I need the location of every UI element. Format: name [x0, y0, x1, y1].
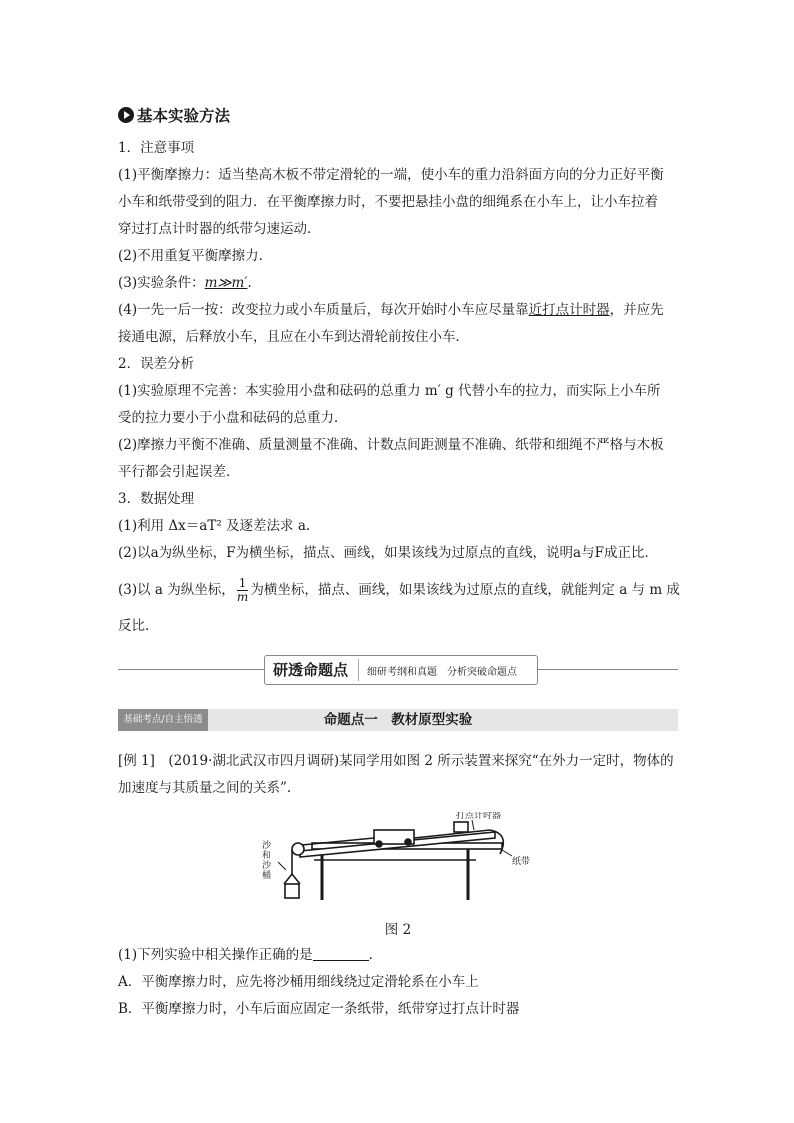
- banner-subtitle: 细研考纲和真题 分析突破命题点: [367, 666, 518, 678]
- s1-p4-text-b: ，并应先: [609, 302, 664, 318]
- play-triangle-icon: [118, 107, 134, 123]
- topic-tag: 基础考点/自主悟透: [118, 709, 208, 731]
- s3-p3-pre: (3)以 a 为纵坐标，: [118, 582, 235, 598]
- s1-p3-post: .: [247, 275, 252, 291]
- s1-p4-text-a: (4)一先一后一按：改变拉力或小车质量后，每次开始时小车应尽量靠: [118, 302, 529, 318]
- bucket-handle: [284, 874, 300, 884]
- figure-caption: 图 2: [384, 922, 412, 938]
- s1-p3: [118, 273, 678, 293]
- s3-p3-post: 为横坐标，描点、画线，如果该线为过原点的直线，就能判定 a 与 m 成: [250, 582, 680, 598]
- fraction-denominator: m: [236, 590, 249, 604]
- q1-stem-text: (1)下列实验中相关操作正确的是: [118, 947, 313, 963]
- s1-p4-underlined: 近打点计时器: [528, 302, 610, 318]
- banner-rule-right: [536, 669, 678, 670]
- s1-p1-line2: 小车和纸带受到的阻力．在平衡摩擦力时，不要把悬挂小盘的细绳系在小车上，让小车拉着: [118, 194, 658, 210]
- s3-p3-line2: 反比.: [118, 618, 150, 634]
- q1-stem-post: ．: [368, 947, 383, 963]
- s2-heading: 2．误差分析: [118, 356, 195, 372]
- s3-p2: (2)以a为纵坐标，F为横坐标，描点、画线，如果该线为过原点的直线，说明a与F成正比．: [118, 545, 658, 561]
- s2-p1-line1: (1)实验原理不完善：本实验用小盘和砝码的总重力 m′ g 代替小车的拉力，而实际上小车所: [118, 383, 661, 399]
- banner-box: [264, 655, 538, 685]
- label-bucket-3: 沙: [262, 861, 272, 871]
- s3-heading: 3．数据处理: [118, 491, 195, 507]
- q1-option-b: B．平衡摩擦力时，小车后面应固定一条纸带，纸带穿过打点计时器: [118, 1001, 520, 1017]
- section-banner: [118, 655, 678, 685]
- example-line1: [例 1] (2019·湖北武汉市四月调研)某同学用如图 2 所示装置来探究“在外力一定时，物体的: [118, 753, 674, 769]
- section-heading: [118, 104, 230, 126]
- section-title: 基本实验方法: [137, 107, 231, 125]
- fraction: [237, 577, 249, 604]
- example-line2: 加速度与其质量之间的关系”.: [118, 780, 292, 796]
- label-bucket-4: 桶: [262, 871, 272, 881]
- fraction-numerator: 1: [238, 576, 247, 590]
- s1-p1-line1: (1)平衡摩擦力：适当垫高木板不带定滑轮的一端，使小车的重力沿斜面方向的分力正好平衡: [118, 167, 664, 183]
- topic-bar: [118, 709, 678, 731]
- sand-bucket: [285, 884, 299, 898]
- spark-timer: [454, 822, 468, 832]
- s3-p1: (1)利用 Δx＝aT² 及逐差法求 a.: [118, 518, 311, 534]
- s3-p3-line1: [118, 576, 678, 604]
- s1-p4-line2: 接通电源，后释放小车，且应在小车到达滑轮前按住小车．: [118, 329, 469, 345]
- topic-title: 命题点一 教材原型实验: [323, 712, 473, 728]
- s2-p2-line2: 平行都会引起误差．: [118, 464, 240, 480]
- s1-heading: 1．注意事项: [118, 140, 195, 156]
- pulley: [292, 843, 304, 855]
- q1-stem: [118, 945, 678, 965]
- apparatus-figure: [250, 812, 550, 912]
- s1-p2: (2)不用重复平衡摩擦力．: [118, 248, 273, 264]
- cart-wheel-front: [376, 841, 382, 847]
- s1-p4-line1: [118, 300, 678, 320]
- banner-rule-left: [118, 669, 264, 670]
- label-tape: 纸带: [512, 857, 531, 867]
- label-bucket-2: 和: [262, 851, 272, 861]
- s2-p1-line2: 受的拉力要小于小盘和砝码的总重力．: [118, 410, 348, 426]
- label-timer: 打点计时器: [456, 812, 502, 821]
- s1-p3-formula: m≫m′: [204, 275, 248, 291]
- cart-wheel-back: [405, 839, 411, 845]
- timer-label-leader: [472, 820, 474, 830]
- bucket-label-leader: [278, 862, 286, 870]
- answer-blank[interactable]: [313, 946, 369, 961]
- label-bucket-1: 沙: [262, 841, 272, 851]
- tape-label-leader: [502, 850, 512, 856]
- q1-option-a: A．平衡摩擦力时，应先将沙桶用细线绕过定滑轮系在小车上: [118, 974, 479, 990]
- banner-title: 研透命题点: [265, 659, 359, 681]
- s2-p2-line1: (2)摩擦力平衡不准确、质量测量不准确、计数点间距测量不准确、纸带和细绳不严格与木板: [118, 437, 664, 453]
- s1-p3-pre: (3)实验条件：: [118, 275, 205, 291]
- s1-p1-line3: 穿过打点计时器的纸带匀速运动．: [118, 221, 321, 237]
